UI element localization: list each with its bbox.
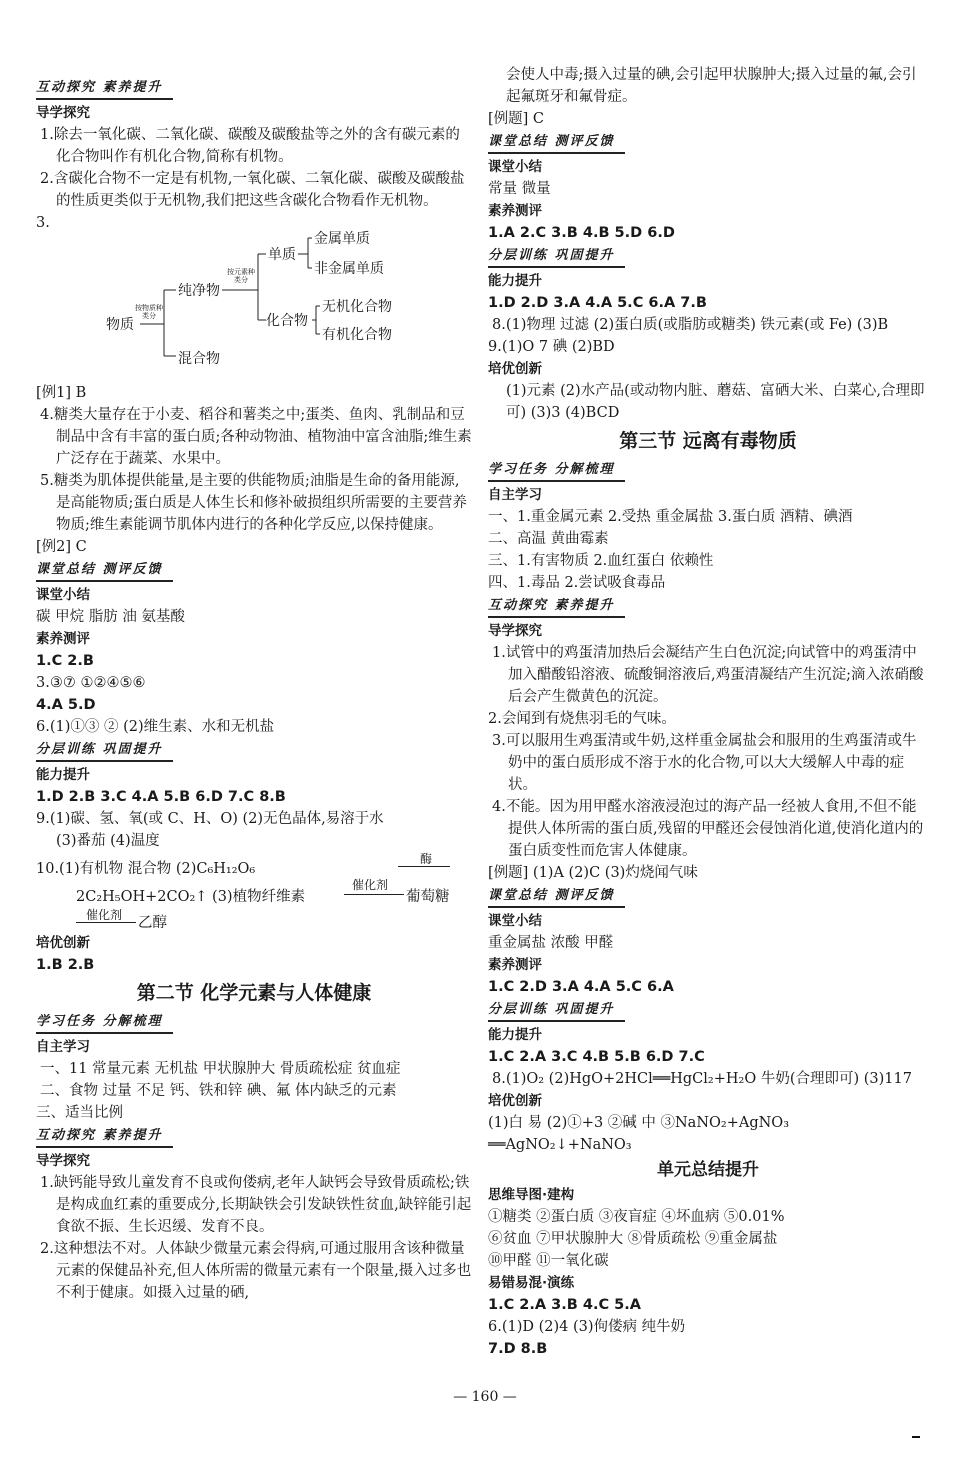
arrow-line [398, 866, 450, 867]
answer-text: 葡萄糖 [406, 889, 450, 905]
node-pure: 纯净物 [178, 283, 220, 299]
diagram-lines [36, 234, 472, 382]
answer-text: 1.D 2.B 3.C 4.A 5.B 6.D 7.C 8.B [36, 789, 286, 805]
subheading: 课堂小结 [488, 913, 542, 929]
answer-text: 一、1.重金属元素 2.受热 重金属盐 3.蛋白质 酒精、碘酒 [488, 509, 853, 525]
answer-text: 3. [36, 215, 50, 231]
answer-text: 碳 甲烷 脂肪 油 氨基酸 [36, 609, 185, 625]
answer-text: 四、1.毒品 2.尝试吸食毒品 [488, 575, 666, 591]
answer-text: 2.这种想法不对。人体缺少微量元素会得病,可通过服用含该种微量元素的保健品补充,但人体所需的微量元素有一个限量,摄入过多也不利于健康。如摄入过量的硒, [40, 1241, 472, 1301]
answer-text: 2.含碳化合物不一定是有机物,一氧化碳、二氧化碳、碳酸及碳酸盐的性质更类似于无机物,我们把这些含碳化合物看作无机物。 [40, 171, 465, 209]
subheading: 导学探究 [36, 105, 90, 121]
node-nonmetal: 非金属单质 [314, 261, 384, 277]
example-answer: [例1] B [36, 385, 87, 401]
section-bar: 互动探究 素养提升 [488, 596, 625, 618]
subheading: 能力提升 [488, 1027, 542, 1043]
answer-text: 1.缺钙能导致儿童发育不良或佝偻病,老年人缺钙会导致骨质疏松;铁是构成血红素的重要成分,长期缺铁会引发缺铁性贫血,缺锌能引起食欲不振、生长迟缓、发育不良。 [40, 1175, 472, 1235]
section-bar: 课堂总结 测评反馈 [36, 560, 173, 582]
subheading: 能力提升 [36, 767, 90, 783]
subheading: 自主学习 [488, 487, 542, 503]
answer-text: 4.不能。因为用甲醛水溶液浸泡过的海产品一经被人食用,不但不能提供人体所需的蛋白质,残留的甲醛还会侵蚀消化道,使消化道内的蛋白质变性而危害人体健康。 [492, 799, 924, 859]
answer-text: 6.(1)D (2)4 (3)佝偻病 纯牛奶 [488, 1319, 686, 1335]
node-label-by-kind: 按物质种类分 [135, 304, 163, 320]
answer-text: 8.(1)物理 过滤 (2)蛋白质(或脂肪或糖类) 铁元素(或 Fe) (3)B [492, 317, 889, 333]
section-title: 第二节 化学元素与人体健康 [136, 982, 372, 1004]
example-answer: [例题] C [488, 111, 545, 127]
section-bar: 互动探究 素养提升 [36, 78, 173, 100]
section-bar: 学习任务 分解梳理 [488, 460, 625, 482]
node-matter: 物质 [106, 317, 134, 333]
answer-text: 1.B 2.B [36, 957, 95, 973]
node-compound: 化合物 [266, 313, 308, 329]
arrow-line [76, 922, 136, 923]
answer-text: 5.糖类为肌体提供能量,是主要的供能物质;油脂是生命的备用能源,是高能物质;蛋白质是人体生长和修补破损组织所需要的主要营养物质;维生素能调节肌体内进行的各种化学反应,以保持健康。 [40, 473, 467, 533]
section-bar: 课堂总结 测评反馈 [488, 886, 625, 908]
section-bar: 课堂总结 测评反馈 [488, 132, 625, 154]
answer-text: 一、11 常量元素 无机盐 甲状腺肿大 骨质疏松症 贫血症 [40, 1061, 401, 1077]
section-bar: 学习任务 分解梳理 [36, 1012, 173, 1034]
subheading: 思维导图·建构 [488, 1187, 575, 1203]
answer-text: ①糖类 ②蛋白质 ③夜盲症 ④坏血病 ⑤0.01% [488, 1209, 785, 1225]
subheading: 自主学习 [36, 1039, 90, 1055]
subheading: 课堂小结 [488, 159, 542, 175]
subheading: 导学探究 [36, 1153, 90, 1169]
catalyst-label: 催化剂 [86, 908, 123, 922]
answer-text: 1.C 2.A 3.B 4.C 5.A [488, 1297, 641, 1313]
answer-text: 3.可以服用生鸡蛋清或牛奶,这样重金属盐会和服用的生鸡蛋清或牛奶中的蛋白质形成不溶于水的化合物,可以大大缓解人中毒的症状。 [492, 733, 917, 793]
subheading: 课堂小结 [36, 587, 90, 603]
node-label-by-element: 按元素种类分 [227, 268, 255, 284]
example-answer: [例题] (1)A (2)C (3)灼烧闻气味 [488, 865, 698, 881]
answer-text: 常量 微量 [488, 181, 551, 197]
answer-text: 8.(1)O₂ (2)HgO+2HCl══HgCl₂+H₂O 牛奶(合理即可) (3)117 [492, 1071, 912, 1087]
subheading: 培优创新 [488, 361, 542, 377]
node-organic: 有机化合物 [322, 327, 392, 343]
section-title: 第三节 远离有毒物质 [619, 430, 797, 452]
arrow-line [344, 894, 404, 895]
answer-text: 三、适当比例 [36, 1105, 123, 1121]
corner-mark [912, 1436, 920, 1438]
answer-text: 三、1.有害物质 2.血红蛋白 依赖性 [488, 553, 714, 569]
subheading: 素养测评 [36, 631, 90, 647]
subheading: 能力提升 [488, 273, 542, 289]
answer-text: 二、食物 过量 不足 钙、铁和锌 碘、氟 体内缺乏的元素 [40, 1083, 397, 1099]
answer-text: ⑩甲醛 ⑪一氧化碳 [488, 1253, 609, 1269]
answer-text: 6.(1)①③ ② (2)维生素、水和无机盐 [36, 719, 275, 735]
answer-text: 重金属盐 浓酸 甲醛 [488, 935, 614, 951]
subheading: 导学探究 [488, 623, 542, 639]
answer-text: 二、高温 黄曲霉素 [488, 531, 609, 547]
subheading: 素养测评 [488, 957, 542, 973]
answer-text: 乙醇 [138, 915, 167, 931]
subheading: 培优创新 [36, 935, 90, 951]
answer-text: 1.D 2.D 3.A 4.A 5.C 6.A 7.B [488, 295, 707, 311]
node-inorganic: 无机化合物 [322, 299, 392, 315]
answer-text: 9.(1)O 7 碘 (2)BD [488, 339, 615, 355]
answer-text: ══AgNO₂↓+NaNO₃ [488, 1137, 632, 1153]
section-bar: 分层训练 巩固提升 [488, 1000, 625, 1022]
example-answer: [例2] C [36, 539, 87, 555]
answer-text: (3)番茄 (4)温度 [56, 833, 160, 849]
answer-text: 4.糖类大量存在于小麦、稻谷和薯类之中;蛋类、鱼肉、乳制品和豆制品中含有丰富的蛋白质;各种动物油、植物油中富含油脂;维生素广泛存在于蔬菜、水果中。 [40, 407, 472, 467]
section-bar: 分层训练 巩固提升 [36, 740, 173, 762]
answer-text: 2.会闻到有烧焦羽毛的气味。 [488, 711, 676, 727]
answer-text: 1.试管中的鸡蛋清加热后会凝结产生白色沉淀;向试管中的鸡蛋清中加入醋酸铅溶液、硫酸铜溶液后,鸡蛋清凝结产生沉淀;滴入浓硝酸后会产生微黄色的沉淀。 [492, 645, 924, 705]
answer-text: ⑥贫血 ⑦甲状腺肿大 ⑧骨质疏松 ⑨重金属盐 [488, 1231, 778, 1247]
answer-text: 4.A 5.D [36, 697, 96, 713]
answer-text: 1.C 2.A 3.C 4.B 5.B 6.D 7.C [488, 1049, 705, 1065]
answer-text: (1)元素 (2)水产品(或动物内脏、蘑菇、富硒大米、白菜心,合理即可) (3)3 (4)BCD [506, 383, 925, 421]
answer-text: 1.A 2.C 3.B 4.B 5.D 6.D [488, 225, 675, 241]
answer-text: 会使人中毒;摄入过量的碘,会引起甲状腺肿大;摄入过量的氟,会引起氟斑牙和氟骨症。 [506, 67, 917, 105]
left-column [36, 0, 472, 1304]
subheading: 易错易混·演练 [488, 1275, 575, 1291]
answer-text: 2C₂H₅OH+2CO₂↑ (3)植物纤维素 [76, 889, 306, 905]
answer-text: 3.③⑦ ①②④⑤⑥ [36, 675, 146, 691]
answer-text: 1.C 2.B [36, 653, 94, 669]
section-bar: 分层训练 巩固提升 [488, 246, 625, 268]
node-metal: 金属单质 [314, 231, 370, 247]
enzyme-label: 酶 [420, 852, 433, 866]
answer-text: 7.D 8.B [488, 1341, 548, 1357]
answer-text: 10.(1)有机物 混合物 (2)C₆H₁₂O₆ [36, 861, 256, 877]
equation-block [36, 852, 472, 932]
classification-diagram [36, 231, 472, 382]
catalyst-label: 催化剂 [352, 878, 389, 892]
unit-summary-title: 单元总结提升 [657, 1160, 759, 1180]
answer-text: 1.C 2.D 3.A 4.A 5.C 6.A [488, 979, 674, 995]
subheading: 培优创新 [488, 1093, 542, 1109]
answer-text: (1)白 易 (2)①+3 ②碱 中 ③NaNO₂+AgNO₃ [488, 1115, 790, 1131]
node-mixture: 混合物 [178, 351, 220, 367]
section-bar: 互动探究 素养提升 [36, 1126, 173, 1148]
subheading: 素养测评 [488, 203, 542, 219]
answer-text: 1.除去一氧化碳、二氧化碳、碳酸及碳酸盐等之外的含有碳元素的化合物叫作有机化合物,简称有机物。 [40, 127, 460, 165]
page-number: — 160 — [453, 1389, 517, 1405]
answer-text: 9.(1)碳、氢、氧(或 C、H、O) (2)无色晶体,易溶于水 [36, 811, 384, 827]
right-column [488, 0, 928, 1360]
node-element: 单质 [268, 247, 296, 263]
